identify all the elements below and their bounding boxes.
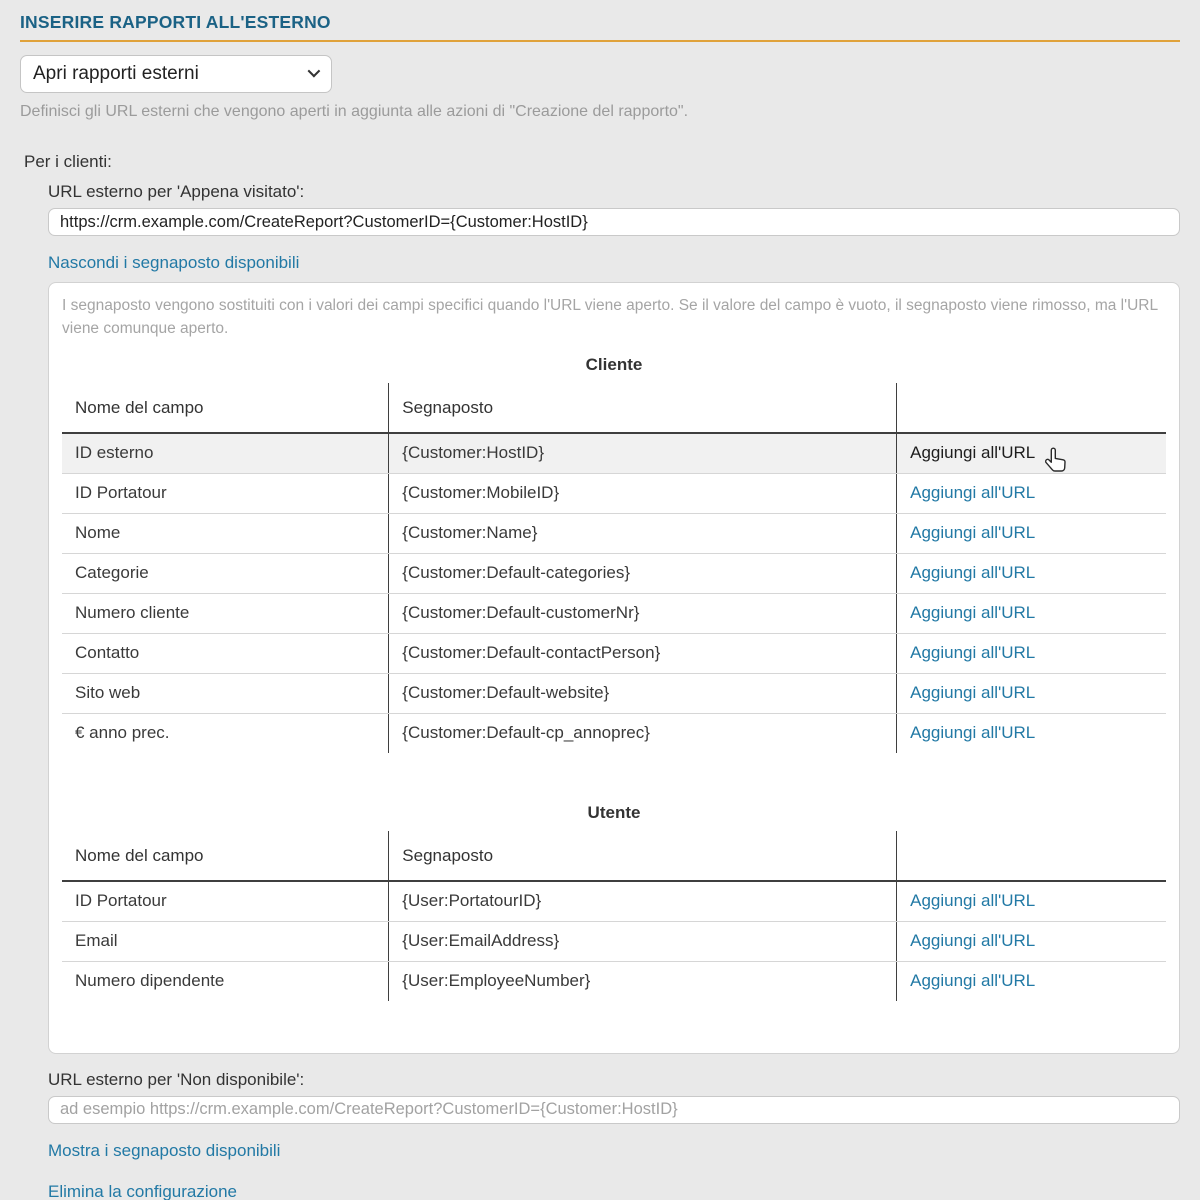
placeholder-row <box>62 713 1166 753</box>
placeholder-row <box>62 473 1166 513</box>
add-to-url-link[interactable]: Aggiungi all'URL <box>910 603 1036 622</box>
clients-section-label: Per i clienti: <box>24 152 112 171</box>
column-header-field: Nome del campo <box>62 383 389 433</box>
add-to-url-link[interactable]: Aggiungi all'URL <box>910 523 1036 542</box>
placeholder-row <box>62 433 1166 474</box>
table-title: Cliente <box>585 354 643 374</box>
placeholder-row <box>62 553 1166 593</box>
placeholders-table <box>62 383 1166 753</box>
placeholder-value-cell: {Customer:Default-contactPerson} <box>389 633 897 673</box>
action-cell <box>897 593 1166 633</box>
placeholders-panel <box>48 282 1180 1054</box>
show-placeholders-link[interactable]: Mostra i segnaposto disponibili <box>48 1140 281 1160</box>
add-to-url-link[interactable]: Aggiungi all'URL <box>910 723 1036 742</box>
hide-placeholders-link[interactable]: Nascondi i segnaposto disponibili <box>48 253 300 272</box>
column-header-field: Nome del campo <box>62 831 389 881</box>
field-name-cell: Numero cliente <box>62 593 389 633</box>
placeholder-value-cell: {Customer:Default-customerNr} <box>389 593 897 633</box>
action-cell <box>897 553 1166 593</box>
section-description: Definisci gli URL esterni che vengono aperti in aggiunta alle azioni di "Creazione del rapporto". <box>20 103 689 120</box>
add-to-url-link[interactable]: Aggiungi all'URL <box>910 971 1036 990</box>
placeholder-value-cell: {Customer:HostID} <box>389 433 897 474</box>
unavailable-url-label: URL esterno per 'Non disponibile': <box>48 1069 305 1089</box>
placeholder-row <box>62 881 1166 922</box>
placeholder-row <box>62 961 1166 1001</box>
action-cell <box>897 473 1166 513</box>
action-cell <box>897 881 1166 922</box>
add-to-url-link[interactable]: Aggiungi all'URL <box>910 563 1036 582</box>
placeholders-note: I segnaposto vengono sostituiti con i valori dei campi specifici quando l'URL viene aperto. Se il valore del campo è vuoto, il segnaposto viene rimosso, ma l'URL viene comunque aperto. <box>62 297 1158 338</box>
table-title: Utente <box>587 802 641 822</box>
unavailable-url-input[interactable] <box>48 1096 1180 1124</box>
table-header-row <box>62 831 1166 881</box>
action-cell <box>897 433 1166 474</box>
placeholder-value-cell: {Customer:Name} <box>389 513 897 553</box>
field-name-cell: Categorie <box>62 553 389 593</box>
add-to-url-link[interactable]: Aggiungi all'URL <box>910 891 1036 910</box>
action-cell <box>897 713 1166 753</box>
placeholder-row <box>62 921 1166 961</box>
placeholder-row <box>62 673 1166 713</box>
add-to-url-link[interactable]: Aggiungi all'URL <box>910 443 1036 462</box>
visited-url-input[interactable] <box>48 208 1180 236</box>
utente-placeholders-section <box>62 803 1166 1001</box>
placeholders-table <box>62 831 1166 1001</box>
placeholder-row <box>62 513 1166 553</box>
add-to-url-link[interactable]: Aggiungi all'URL <box>910 643 1036 662</box>
page-title: INSERIRE RAPPORTI ALL'ESTERNO <box>20 12 1180 42</box>
report-mode-select[interactable] <box>20 55 332 93</box>
placeholder-value-cell: {Customer:Default-cp_annoprec} <box>389 713 897 753</box>
clients-settings-block <box>48 182 1180 1200</box>
field-name-cell: Numero dipendente <box>62 961 389 1001</box>
placeholder-row <box>62 593 1166 633</box>
cliente-placeholders-section <box>62 355 1166 753</box>
report-mode-select-value: Apri rapporti esterni <box>33 63 199 84</box>
table-header-row <box>62 383 1166 433</box>
column-header-placeholder: Segnaposto <box>389 383 897 433</box>
action-cell <box>897 961 1166 1001</box>
field-name-cell: ID Portatour <box>62 473 389 513</box>
placeholder-value-cell: {User:EmployeeNumber} <box>389 961 897 1001</box>
delete-configuration-link[interactable]: Elimina la configurazione <box>48 1181 237 1200</box>
chevron-down-icon <box>308 64 321 77</box>
placeholder-value-cell: {Customer:Default-categories} <box>389 553 897 593</box>
action-cell <box>897 633 1166 673</box>
add-to-url-link[interactable]: Aggiungi all'URL <box>910 931 1036 950</box>
action-cell <box>897 513 1166 553</box>
field-name-cell: Nome <box>62 513 389 553</box>
placeholder-value-cell: {Customer:Default-website} <box>389 673 897 713</box>
action-cell <box>897 673 1166 713</box>
add-to-url-link[interactable]: Aggiungi all'URL <box>910 683 1036 702</box>
field-name-cell: € anno prec. <box>62 713 389 753</box>
footer-links <box>48 1141 1180 1200</box>
field-name-cell: ID esterno <box>62 433 389 474</box>
column-header-action <box>897 831 1166 881</box>
placeholder-row <box>62 633 1166 673</box>
placeholder-value-cell: {User:PortatourID} <box>389 881 897 922</box>
field-name-cell: Contatto <box>62 633 389 673</box>
action-cell <box>897 921 1166 961</box>
field-name-cell: Sito web <box>62 673 389 713</box>
placeholder-value-cell: {Customer:MobileID} <box>389 473 897 513</box>
column-header-action <box>897 383 1166 433</box>
add-to-url-link[interactable]: Aggiungi all'URL <box>910 483 1036 502</box>
column-header-placeholder: Segnaposto <box>389 831 897 881</box>
visited-url-label: URL esterno per 'Appena visitato': <box>48 182 305 201</box>
field-name-cell: Email <box>62 921 389 961</box>
field-name-cell: ID Portatour <box>62 881 389 922</box>
placeholder-value-cell: {User:EmailAddress} <box>389 921 897 961</box>
